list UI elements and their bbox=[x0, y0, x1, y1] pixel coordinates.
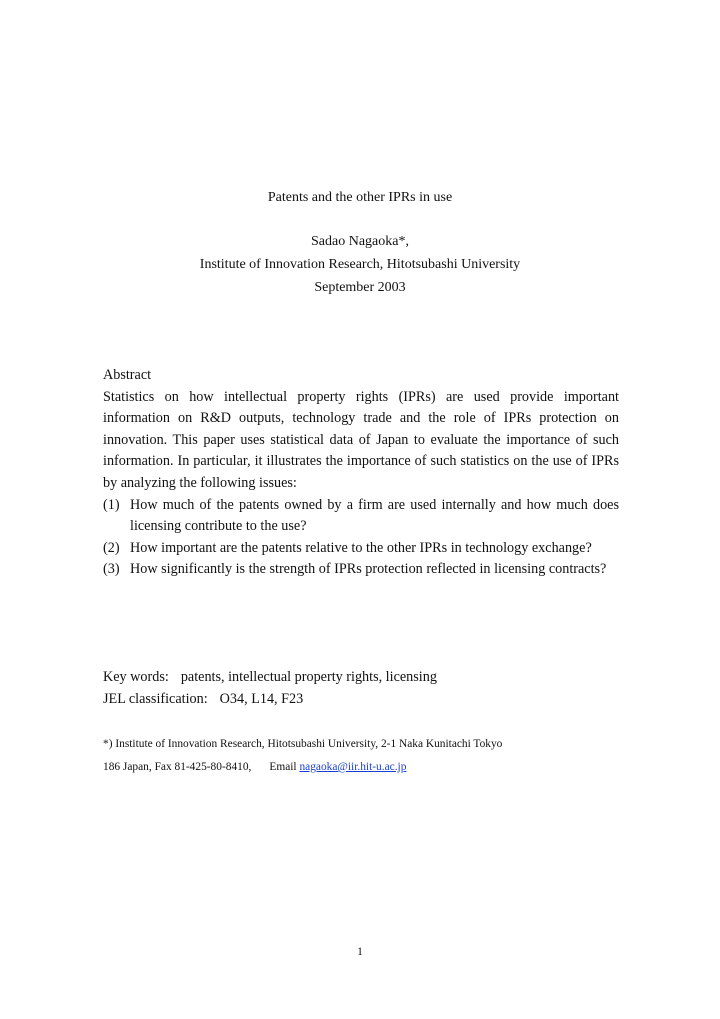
page-number: 1 bbox=[357, 946, 363, 958]
keywords-label: Key words: bbox=[103, 669, 169, 685]
issue-number: (1) bbox=[103, 496, 120, 513]
jel-value: O34, L14, F23 bbox=[219, 691, 304, 707]
keywords-value: patents, intellectual property rights, licensing bbox=[180, 669, 437, 685]
email-label: Email bbox=[269, 761, 297, 773]
jel-label: JEL classification: bbox=[103, 691, 208, 707]
issue-text: How important are the patents relative to the other IPRs in technology exchange? bbox=[130, 539, 592, 556]
footnote-line-1: *) Institute of Innovation Research, Hitotsubashi University, 2-1 Naka Kunitachi Tokyo bbox=[103, 738, 503, 750]
keywords-row bbox=[103, 666, 619, 688]
footnote bbox=[103, 733, 623, 779]
issue-text: How much of the patents owned by a firm are used internally and how much does licensing contribute to the use? bbox=[130, 496, 619, 535]
issue-item bbox=[103, 538, 619, 560]
issue-number: (2) bbox=[103, 539, 120, 556]
author-affiliation: Institute of Innovation Research, Hitotsubashi University bbox=[199, 257, 521, 272]
issue-list bbox=[103, 495, 619, 581]
paper-title: Patents and the other IPRs in use bbox=[267, 190, 453, 205]
email-link[interactable]: nagaoka@iir.hit-u.ac.jp bbox=[299, 761, 407, 773]
abstract-body: Statistics on how intellectual property rights (IPRs) are used provide important information on R&D outputs, technology trade and the role of IPRs protection on innovation. This paper uses statistical data of Japan to evaluate the importance of such information. In particular, it illustrates the importance of such statistics on the use of IPRs by analyzing the following issues: bbox=[103, 388, 619, 491]
keywords-section bbox=[103, 666, 619, 710]
abstract-section bbox=[103, 365, 619, 581]
footnote-address-fax: 186 Japan, Fax 81-425-80-8410, bbox=[103, 761, 252, 773]
jel-row bbox=[103, 688, 619, 710]
issue-item bbox=[103, 495, 619, 538]
publication-date: September 2003 bbox=[314, 280, 406, 295]
issue-number: (3) bbox=[103, 561, 120, 578]
issue-item bbox=[103, 559, 619, 581]
issue-text: How significantly is the strength of IPRs protection reflected in licensing contracts? bbox=[130, 561, 607, 578]
footnote-line-2 bbox=[103, 756, 623, 779]
abstract-heading: Abstract bbox=[103, 367, 152, 383]
author-name: Sadao Nagaoka*, bbox=[311, 234, 409, 249]
